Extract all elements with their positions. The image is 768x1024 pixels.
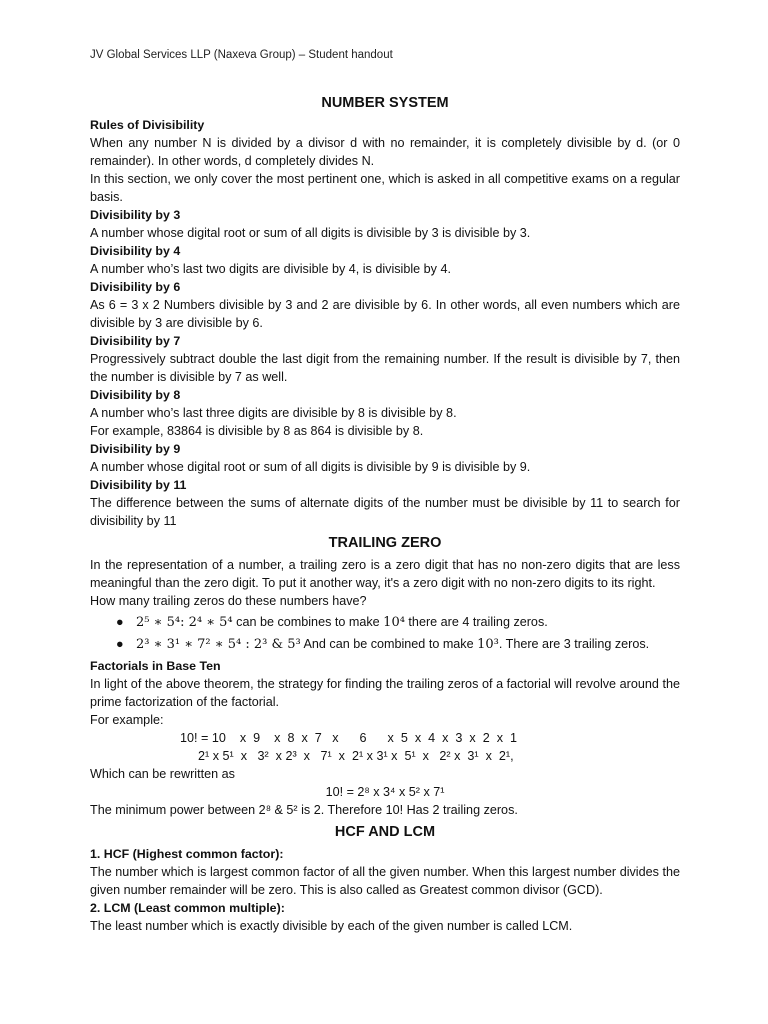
rule-heading-6: Divisibility by 6 — [90, 280, 181, 294]
factorials-text: In light of the above theorem, the strategy for finding the trailing zeros of a factorial will revolve around the prime factorization of the factorial. — [90, 677, 680, 709]
section-title-trailing-zero: TRAILING ZERO — [328, 535, 442, 551]
rule-text-4: A number who’s last two digits are divisible by 4, is divisible by 4. — [90, 262, 451, 276]
rule-heading-11: Divisibility by 11 — [90, 478, 187, 492]
math-expression: 2³ ∗ 3¹ ∗ 7² ∗ 5⁴ : 2³ & 5³ — [136, 637, 301, 652]
bullet-text: . There are 3 trailing zeros. — [498, 637, 650, 651]
rule-heading-4: Divisibility by 4 — [90, 244, 181, 258]
hcf-text: The number which is largest common factor of all the given number. When this largest number divides the given number remainder will be zero. This is also called as Greatest common divisor (GCD). — [90, 865, 680, 897]
rules-heading: Rules of Divisibility — [90, 118, 205, 132]
bullet-icon: ● — [116, 615, 124, 629]
list-item — [116, 635, 680, 654]
factorials-heading: Factorials in Base Ten — [90, 659, 221, 673]
prime-factorization: 2¹ x 5¹ x 3² x 2³ x 7¹ x 2¹ x 3¹ x 5¹ x 2² x 3¹ x 2¹, — [198, 749, 514, 763]
section-title-hcf-lcm: HCF AND LCM — [334, 824, 436, 840]
math-expression: 10³ — [477, 637, 499, 652]
example-label: For example: — [90, 713, 164, 727]
lcm-heading: 2. LCM (Least common multiple): — [90, 901, 285, 915]
factorial-expansion: 10! = 10 x 9 x 8 x 7 x 6 x 5 x 4 x 3 x 2 x 1 — [180, 731, 518, 745]
section-title-number-system: NUMBER SYSTEM — [321, 95, 449, 111]
rule-text-6: As 6 = 3 x 2 Numbers divisible by 3 and 2 are divisible by 6. In other words, all even numbers which are divisible by 3 are divisible by 6. — [90, 298, 680, 330]
rule-text-9: A number whose digital root or sum of all digits is divisible by 9 is divisible by 9. — [90, 460, 531, 474]
rewrite-label: Which can be rewritten as — [90, 767, 235, 781]
bullet-text: And can be combined to make — [300, 637, 478, 651]
bullet-text: can be combines to make — [232, 615, 384, 629]
document-page — [90, 46, 680, 935]
trailing-zero-conclusion: The minimum power between 2⁸ & 5² is 2. Therefore 10! Has 2 trailing zeros. — [90, 803, 518, 817]
hcf-heading: 1. HCF (Highest common factor): — [90, 847, 284, 861]
rule-heading-8: Divisibility by 8 — [90, 388, 181, 402]
rewritten-equation: 10! = 2⁸ x 3⁴ x 5² x 7¹ — [325, 785, 445, 799]
lcm-text: The least number which is exactly divisible by each of the given number is called LCM. — [90, 919, 573, 933]
page-header: JV Global Services LLP (Naxeva Group) – Student handout — [90, 49, 393, 61]
rule-heading-7: Divisibility by 7 — [90, 334, 181, 348]
rule-example-8: For example, 83864 is divisible by 8 as 864 is divisible by 8. — [90, 424, 424, 438]
rule-heading-9: Divisibility by 9 — [90, 442, 181, 456]
rule-heading-3: Divisibility by 3 — [90, 208, 181, 222]
trailing-zero-question: How many trailing zeros do these numbers have? — [90, 594, 367, 608]
rule-text-7: Progressively subtract double the last digit from the remaining number. If the result is divisible by 7, then the number is divisible by 7 as well. — [90, 352, 680, 384]
bullet-text: there are 4 trailing zeros. — [404, 615, 548, 629]
bullet-icon: ● — [116, 637, 124, 651]
list-item — [116, 613, 680, 632]
math-expression: 10⁴ — [383, 615, 405, 630]
rule-text-3: A number whose digital root or sum of all digits is divisible by 3 is divisible by 3. — [90, 226, 531, 240]
rule-text-11: The difference between the sums of alternate digits of the number must be divisible by 11 to search for divisibility by 11 — [90, 496, 680, 528]
trailing-zero-examples — [90, 613, 680, 654]
math-expression: 2⁵ ∗ 5⁴: 2⁴ ∗ 5⁴ — [136, 615, 233, 630]
rule-text-8: A number who’s last three digits are divisible by 8 is divisible by 8. — [90, 406, 457, 420]
intro-paragraph-2: In this section, we only cover the most pertinent one, which is asked in all competitive exams on a regular basis. — [90, 172, 680, 204]
trailing-zero-intro: In the representation of a number, a trailing zero is a zero digit that has no non-zero digits that are less meaningful than the zero digit. To put it another way, it's a zero digit with no non-zero digits to its right. — [90, 558, 680, 590]
intro-paragraph-1: When any number N is divided by a divisor d with no remainder, it is completely divisible by d. (or 0 remainder). In other words, d completely divides N. — [90, 136, 680, 168]
